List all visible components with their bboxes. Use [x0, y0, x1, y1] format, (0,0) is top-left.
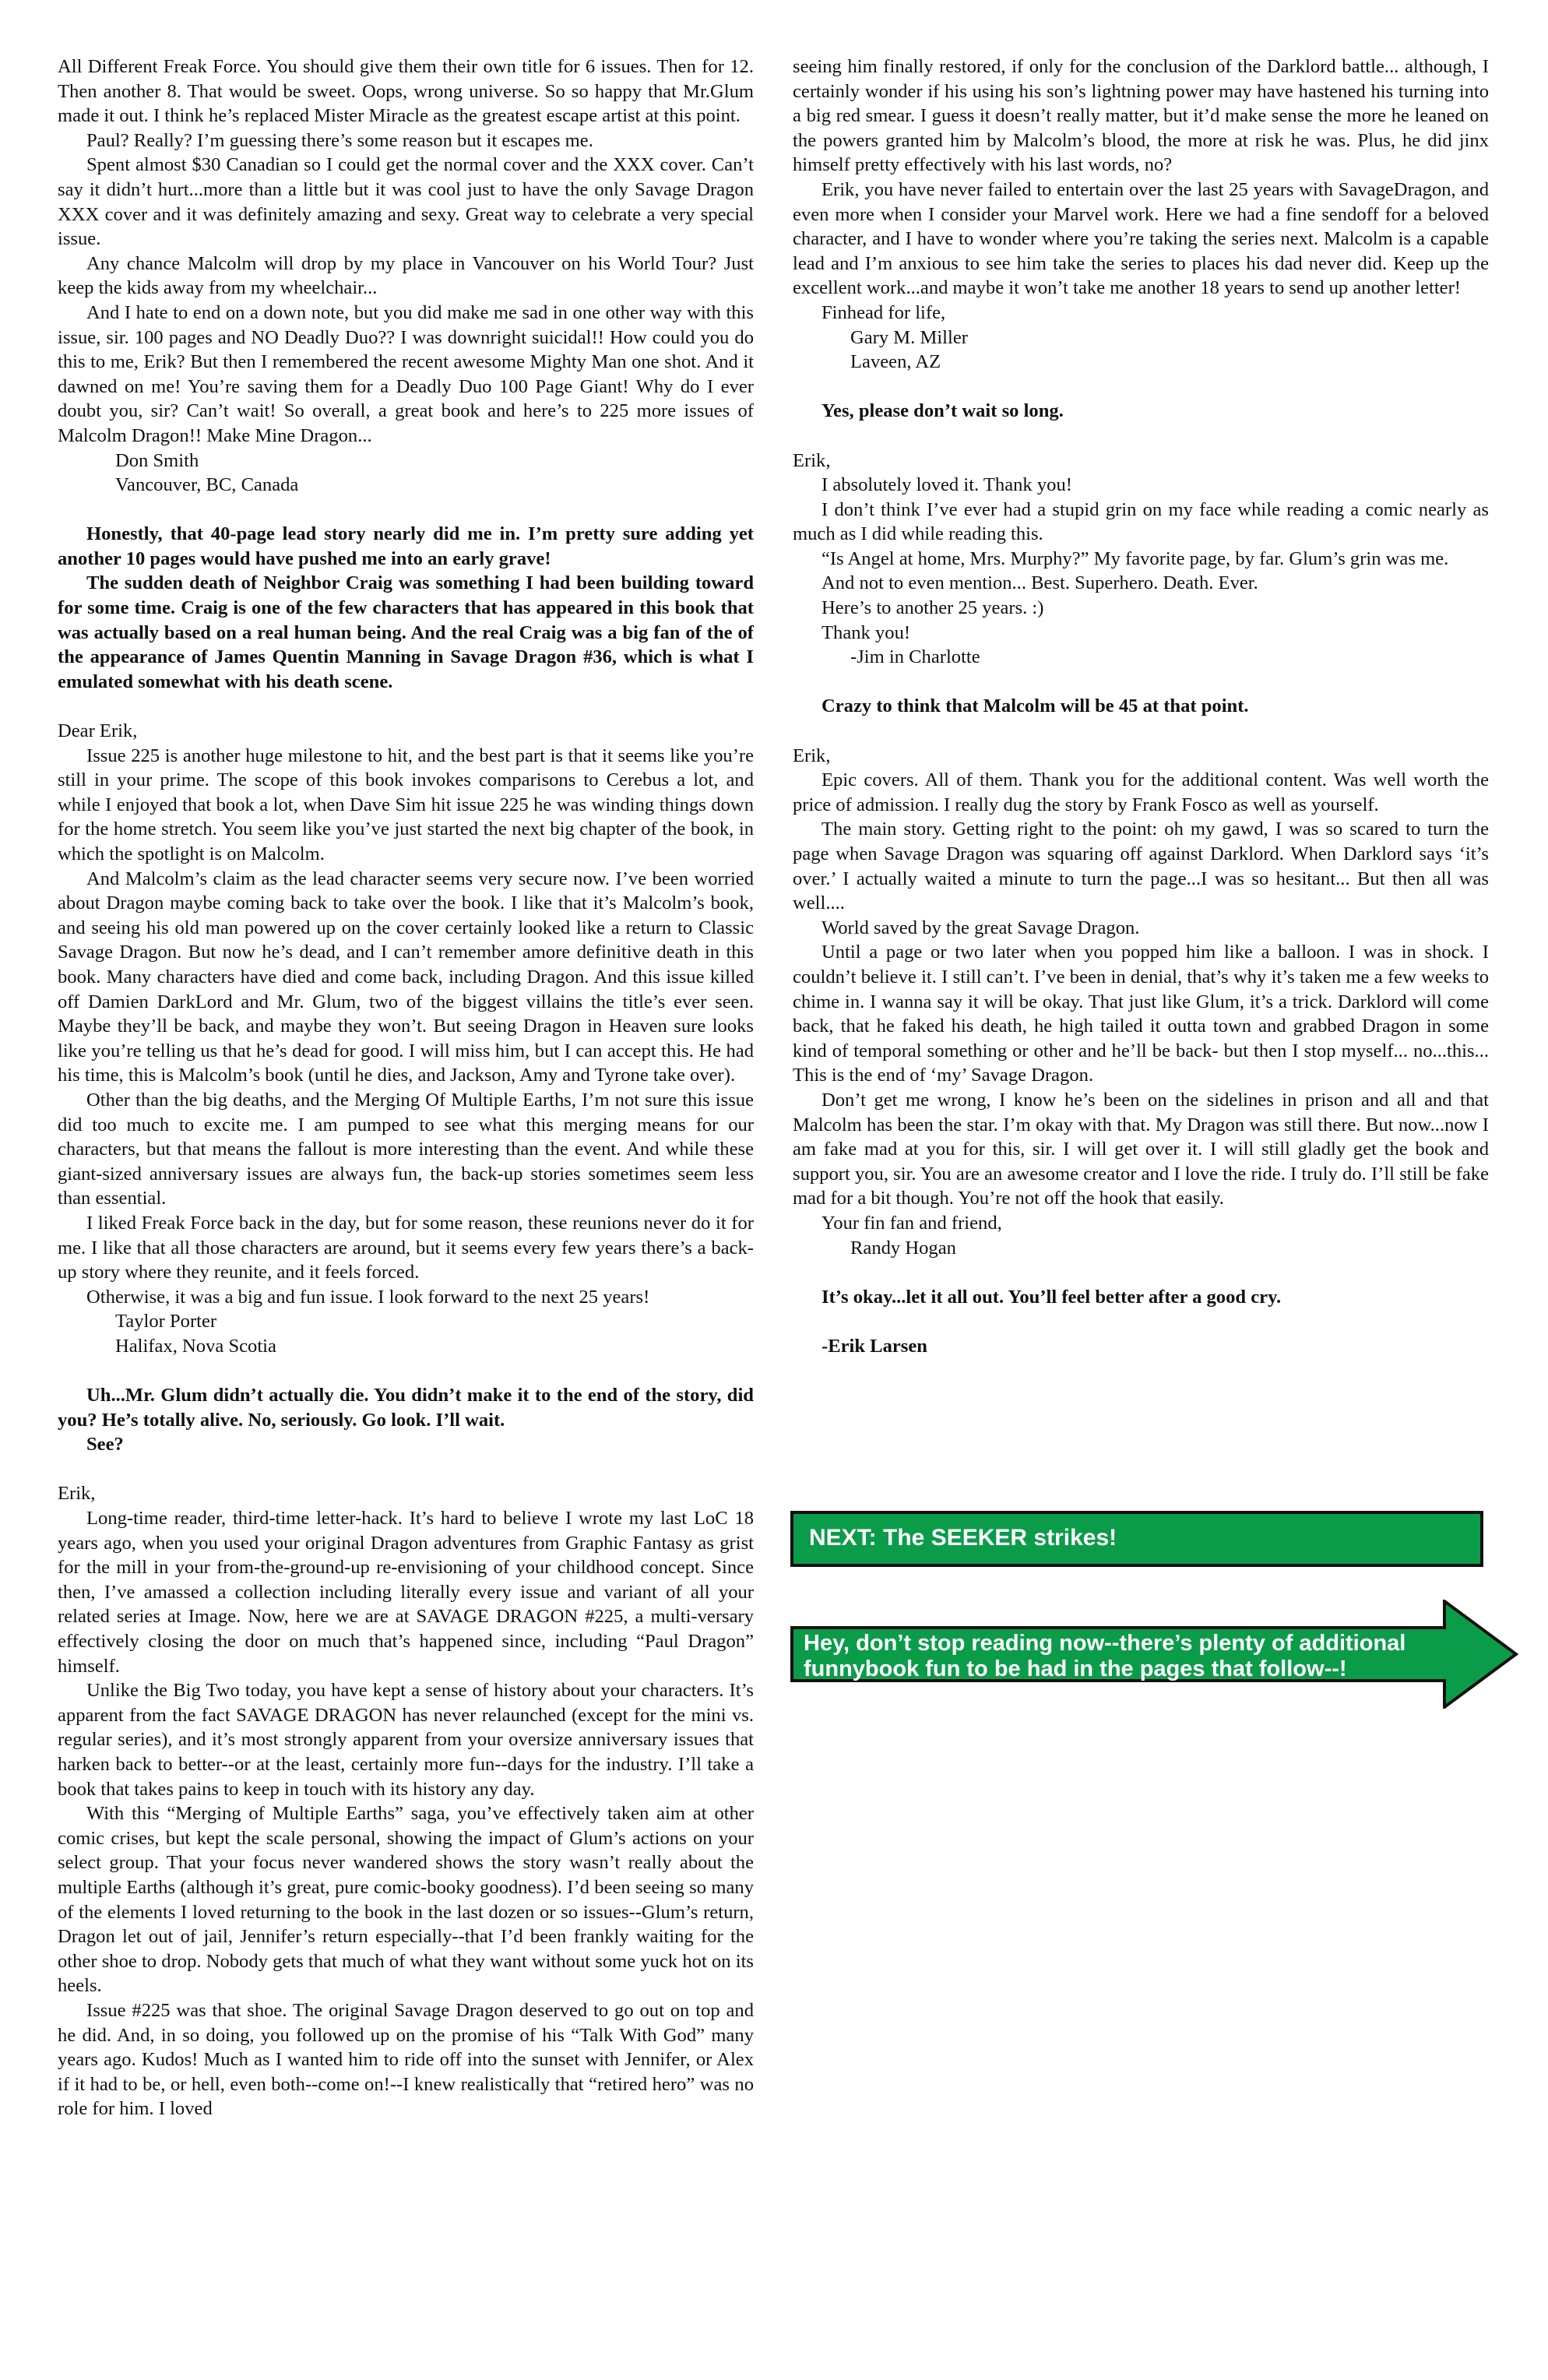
next-issue-label: NEXT: The SEEKER strikes!: [809, 1525, 1117, 1551]
signature-name: Randy Hogan: [850, 1237, 956, 1259]
letter-paragraph: Epic covers. All of them. Thank you for the additional content. Was well worth the price of admission. I really dug the story by Frank Fosco as well as yourself.: [793, 769, 1489, 815]
signature-name: Gary M. Miller: [850, 326, 968, 348]
letter-paragraph: Other than the big deaths, and the Merging Of Multiple Earths, I’m not sure this issue did too much to excite me. I am pumped to see what this merging means for our characters, but that means the fallout is more interesting than the event. And while these giant-sized anniversary issues are always fun, the back-up stories sometimes seem less than essential.: [58, 1089, 754, 1209]
continue-reading-arrow: [790, 1600, 1518, 1709]
letter-paragraph: Otherwise, it was a big and fun issue. I look forward to the next 25 years!: [86, 1286, 650, 1308]
editor-reply: It’s okay...let it all out. You’ll feel better after a good cry.: [821, 1286, 1282, 1308]
signature-name: Taylor Porter: [115, 1311, 217, 1333]
letter-paragraph: The main story. Getting right to the point: oh my gawd, I was so scared to turn the page when Savage Dragon was squaring off against Darklord. When Darklord says ‘it’s over.’ I actually waited a minute to turn the page...I was so hesitant... But then all was well....: [793, 819, 1489, 914]
letter-paragraph: Spent almost $30 Canadian so I could get the normal cover and the XXX cover. Can’t say it didn’t hurt...more than a little but it was cool just to have the only Savage Dragon XXX cover and it was definitely amazing and sexy. Great way to celebrate a very special issue.: [58, 154, 754, 250]
letter-salutation: Erik,: [58, 1483, 96, 1505]
signature-place: Vancouver, BC, Canada: [115, 474, 299, 496]
letter-paragraph: Thank you!: [821, 621, 911, 643]
continue-reading-label: Hey, don’t stop reading now--there’s plenty of additional funnybook fun to be had in the pages that follow--!: [804, 1631, 1406, 1681]
letter-paragraph: I don’t think I’ve ever had a stupid grin on my face while reading a comic nearly as much as I did while reading this.: [793, 498, 1489, 545]
editor-reply: Crazy to think that Malcolm will be 45 at that point.: [821, 695, 1249, 717]
letter-salutation: Dear Erik,: [58, 720, 138, 742]
signature-place: Laveen, AZ: [850, 351, 941, 373]
letter-paragraph: Don’t get me wrong, I know he’s been on the sidelines in prison and all and that Malcolm has been the star. I’m okay with that. My Dragon was still there. But now...now I am fake mad at you for this, sir. I will get over it. I will still gladly get the book and support you, sir. You are an awesome creator and I love the ride. I truly do. I’ll still be fake mad for a bit though. You’re not off the hook that easily.: [793, 1089, 1489, 1209]
letter-paragraph: Issue 225 is another huge milestone to hit, and the best part is that it seems like you’re still in your prime. The scope of this book invokes comparisons to Cerebus a lot, and while I enjoyed that book a lot, when Dave Sim hit issue 225 he was winding things down for the home stretch. You seem like you’ve just started the next big chapter of the book, in which the spotlight is on Malcolm.: [58, 745, 754, 864]
letters-column-right: [793, 55, 1489, 1358]
editor-reply: Yes, please don’t wait so long.: [821, 400, 1064, 422]
letters-column-left: [58, 55, 754, 2121]
letter-paragraph: Until a page or two later when you popped him like a balloon. I was in shock. I couldn’t believe it. I still can’t. I’ve been in denial, that’s why it’s taken me a few weeks to chime in. I wanna say it will be okay. That just like Glum, it’s a trick. Darklord will come back, that he faked his death, he high tailed it outta town and grabbed Dragon in some kind of temporal something or other and he’ll be back- but then I stop myself... no...this... This is the end of ‘my’ Savage Dragon.: [793, 942, 1489, 1086]
letter-paragraph: Paul? Really? I’m guessing there’s some reason but it escapes me.: [86, 129, 593, 151]
editor-reply: Honestly, that 40-page lead story nearly did me in. I’m pretty sure adding yet another 10 pages would have pushed me into an early grave!: [58, 523, 754, 569]
signature-place: Halifax, Nova Scotia: [115, 1335, 276, 1357]
letter-salutation: Erik,: [793, 745, 831, 766]
letter-paragraph: Here’s to another 25 years. :): [821, 597, 1044, 619]
letter-paragraph: Unlike the Big Two today, you have kept a sense of history about your characters. It’s apparent from the fact SAVAGE DRAGON has never relaunched (except for the mini vs. regular series), and it’s most strongly apparent from your oversize anniversary issues that harken back to better--or at the least, certainly more fun--days for the industry. I’ll take a book that takes pains to keep in touch with its history any day.: [58, 1680, 754, 1800]
letter-salutation: Erik,: [793, 449, 831, 471]
letter-closing: Finhead for life,: [821, 301, 946, 323]
letter-paragraph: I liked Freak Force back in the day, but for some reason, these reunions never do it for me. I like that all those characters are around, but it seems every few years there’s a back-up story where they reunite, and it feels forced.: [58, 1212, 754, 1283]
letter-paragraph: “Is Angel at home, Mrs. Murphy?” My favorite page, by far. Glum’s grin was me.: [821, 547, 1449, 569]
letter-closing: Your fin fan and friend,: [821, 1212, 1002, 1234]
letter-paragraph: And not to even mention... Best. Superhero. Death. Ever.: [821, 572, 1258, 594]
letter-paragraph: Long-time reader, third-time letter-hack. It’s hard to believe I wrote my last LoC 18 years ago, when you used your original Dragon adventures from Graphic Fantasy as grist for the mill in your from-the-ground-up re-envisioning of your childhood concept. Since then, I’ve amassed a collection including literally every issue and variant of all your related series at Image. Now, here we are at SAVAGE DRAGON #225, a multi-versary effectively closing the door on much that’s happened since, including “Paul Dragon” himself.: [58, 1508, 754, 1677]
editor-reply: See?: [86, 1434, 124, 1456]
letter-paragraph: And I hate to end on a down note, but you did make me sad in one other way with this issue, sir. 100 pages and NO Deadly Duo?? I was downright suicidal!! How could you do this to me, Erik? But then I remembered the recent awesome Mighty Man one shot. And it dawned on me! You’re saving them for a Deadly Duo 100 Page Giant! Why do I ever doubt you, sir? Can’t wait! So overall, a great book and here’s to 225 more issues of Malcolm Dragon!! Make Mine Dragon...: [58, 301, 754, 446]
next-issue-banner: [790, 1511, 1483, 1567]
letter-paragraph: All Different Freak Force. You should give them their own title for 6 issues. Then for 12. Then another 8. That would be sweet. Oops, wrong universe. So so happy that Mr.Glum made it out. I think he’s replaced Mister Miracle as the greatest escape artist at this point.: [58, 56, 754, 127]
letter-paragraph: Erik, you have never failed to entertain over the last 25 years with SavageDragon, and even more when I consider your Marvel work. Here we had a fine sendoff for a beloved character, and I have to wonder where you’re taking the series next. Malcolm is a capable lead and I’m anxious to see him take the series to places his dad never did. Keep up the excellent work...and maybe it won’t take me another 18 years to send up another letter!: [793, 178, 1489, 299]
editor-signoff: -Erik Larsen: [821, 1335, 927, 1357]
letter-paragraph: With this “Merging of Multiple Earths” saga, you’ve effectively taken aim at other comic crises, but kept the scale personal, showing the impact of Glum’s actions on your select group. That your focus never wandered shows the story wasn’t really about the multiple Earths (although it’s great, pure comic-booky goodness). I’d been seeing so many of the elements I loved returning to the book in the last dozen or so issues--Glum’s return, Dragon let out of jail, Jennifer’s return especially--that I’d been frankly waiting for the other shoe to drop. Nobody gets that much of what they want without some yuck hot on its heels.: [58, 1803, 754, 1997]
signature-name: Don Smith: [115, 449, 199, 471]
letter-paragraph: I absolutely loved it. Thank you!: [821, 474, 1072, 496]
letter-paragraph: seeing him finally restored, if only for the conclusion of the Darklord battle... although, I certainly wonder if his using his son’s lightning power may have hastened his turning into a big red smear. I guess it doesn’t really matter, but it’d make sense the more he leaned on the powers granted him by Malcolm’s blood, the more at risk he was. Plus, he did jinx himself pretty effectively with his last words, no?: [793, 56, 1489, 176]
letter-paragraph: Any chance Malcolm will drop by my place in Vancouver on his World Tour? Just keep the kids away from my wheelchair...: [58, 252, 754, 299]
signature-name: -Jim in Charlotte: [850, 646, 980, 668]
letter-paragraph: And Malcolm’s claim as the lead character seems very secure now. I’ve been worried about Dragon maybe coming back to take over the book. I like that it’s Malcolm’s book, and seeing his old man powered up on the cover certainly looked like a return to Classic Savage Dragon. But now he’s dead, and I can’t remember amore definitive death in this book. Many characters have died and come back, including Dragon. And this issue killed off Damien DarkLord and Mr. Glum, two of the biggest villains the title’s ever seen. Maybe they’ll be back, and maybe they won’t. But seeing Dragon in Heaven sure looks like you’re telling us that he’s dead for good. I will miss him, but I can accept this. He had his time, this is Malcolm’s book (until he dies, and Jackson, Amy and Tyrone take over).: [58, 868, 754, 1086]
editor-reply: The sudden death of Neighbor Craig was something I had been building toward for some time. Craig is one of the few characters that has appeared in this book that was actually based on a real human being. And the real Craig was a big fan of the of the appearance of James Quentin Manning in Savage Dragon #36, which is what I emulated somewhat with his death scene.: [58, 572, 754, 692]
editor-reply: Uh...Mr. Glum didn’t actually die. You didn’t make it to the end of the story, did you? He’s totally alive. No, seriously. Go look. I’ll wait.: [58, 1385, 754, 1431]
letter-paragraph: Issue #225 was that shoe. The original Savage Dragon deserved to go out on top and he did. And, in so doing, you followed up on the promise of his “Talk With God” many years ago. Kudos! Much as I wanted him to ride off into the sunset with Jennifer, or Alex if it had to be, or hell, even both--come on!--I knew realistically that “retired hero” was no role for him. I loved: [58, 1999, 754, 2120]
letter-paragraph: World saved by the great Savage Dragon.: [821, 917, 1140, 938]
